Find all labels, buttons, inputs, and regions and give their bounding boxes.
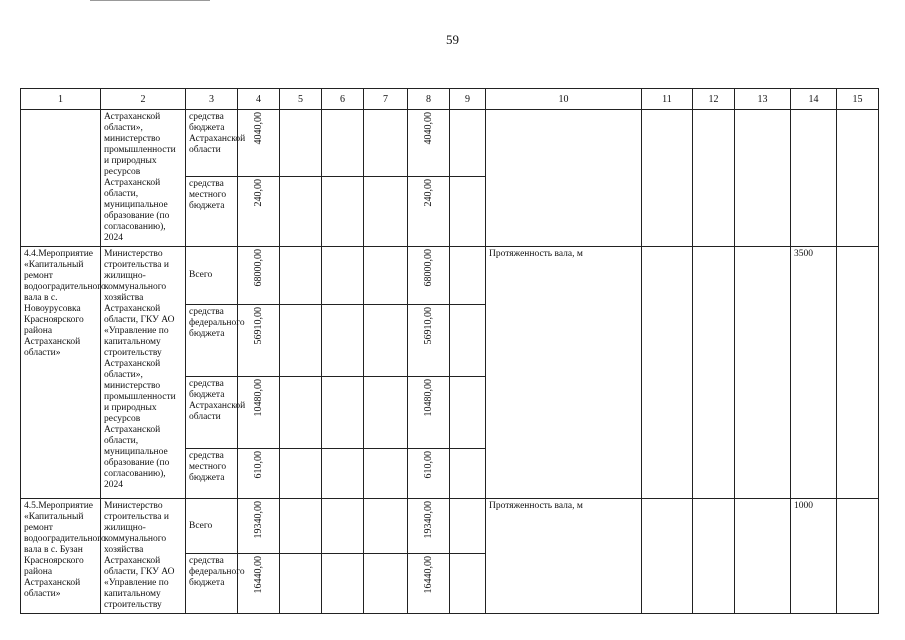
target-value-cell: 1000: [791, 499, 837, 614]
col-header: 1: [21, 89, 101, 110]
executor-cell: Министерство строительства и жилищно-коммунального хозяйства Астраханской области, ГКУ АО «Управление по капитальному строительству: [101, 499, 186, 614]
amount-cell: 68000,00: [408, 247, 450, 305]
name-cell: 4.5.Мероприятие «Капитальный ремонт водооградительного вала в с. Бузан Красноярского района Астраханской области»: [21, 499, 101, 614]
amount-cell: 10480,00: [238, 377, 280, 449]
source-cell: средства местного бюджета: [186, 449, 238, 499]
source-cell: Всего: [186, 247, 238, 305]
indicator-cell: Протяженность вала, м: [486, 247, 642, 499]
amount-cell: 240,00: [408, 177, 450, 247]
col-header: 8: [408, 89, 450, 110]
amount-cell: 56910,00: [238, 305, 280, 377]
amount-cell: 19340,00: [238, 499, 280, 554]
col-header: 7: [364, 89, 408, 110]
source-cell: средства бюджета Астраханской области: [186, 110, 238, 177]
col-header: 12: [693, 89, 735, 110]
table-row: [21, 247, 879, 305]
amount-cell: 56910,00: [408, 305, 450, 377]
target-value-cell: 3500: [791, 247, 837, 499]
name-cell: [21, 110, 101, 247]
amount-cell: 19340,00: [408, 499, 450, 554]
name-cell: 4.4.Мероприятие «Капитальный ремонт водооградительного вала в с. Новоурусовка Красноярского района Астраханской области»: [21, 247, 101, 499]
col-header: 11: [642, 89, 693, 110]
col-header: 14: [791, 89, 837, 110]
amount-cell: 4040,00: [238, 110, 280, 177]
col-header: 6: [322, 89, 364, 110]
col-header: 2: [101, 89, 186, 110]
budget-table: [20, 88, 879, 614]
col-header: 4: [238, 89, 280, 110]
amount-cell: 610,00: [238, 449, 280, 499]
executor-cell: Астраханской области», министерство промышленности и природных ресурсов Астраханской области, муниципальное образование (по согласованию), 2024: [101, 110, 186, 247]
source-cell: средства бюджета Астраханской области: [186, 377, 238, 449]
source-cell: средства местного бюджета: [186, 177, 238, 247]
source-cell: Всего: [186, 499, 238, 554]
executor-cell: Министерство строительства и жилищно-коммунального хозяйства Астраханской области, ГКУ АО «Управление по капитальному строительству Астраханской области», министерство промышленности и природных ресурсов Астраханской области, муниципальное образование (по согласованию), 2024: [101, 247, 186, 499]
col-header: 3: [186, 89, 238, 110]
page-number: 59: [446, 32, 459, 47]
source-cell: средства федерального бюджета: [186, 554, 238, 614]
amount-cell: 16440,00: [408, 554, 450, 614]
source-cell: средства федерального бюджета: [186, 305, 238, 377]
amount-cell: 10480,00: [408, 377, 450, 449]
amount-cell: 240,00: [238, 177, 280, 247]
indicator-cell: Протяженность вала, м: [486, 499, 642, 614]
table-row: [21, 110, 879, 177]
indicator-cell: [486, 110, 642, 247]
table-row: [21, 499, 879, 554]
col-header: 13: [735, 89, 791, 110]
amount-cell: 16440,00: [238, 554, 280, 614]
amount-cell: 4040,00: [408, 110, 450, 177]
header-row: [21, 89, 879, 110]
col-header: 9: [450, 89, 486, 110]
col-header: 15: [837, 89, 879, 110]
amount-cell: 610,00: [408, 449, 450, 499]
amount-cell: 68000,00: [238, 247, 280, 305]
scan-mark: [90, 0, 210, 3]
col-header: 10: [486, 89, 642, 110]
col-header: 5: [280, 89, 322, 110]
